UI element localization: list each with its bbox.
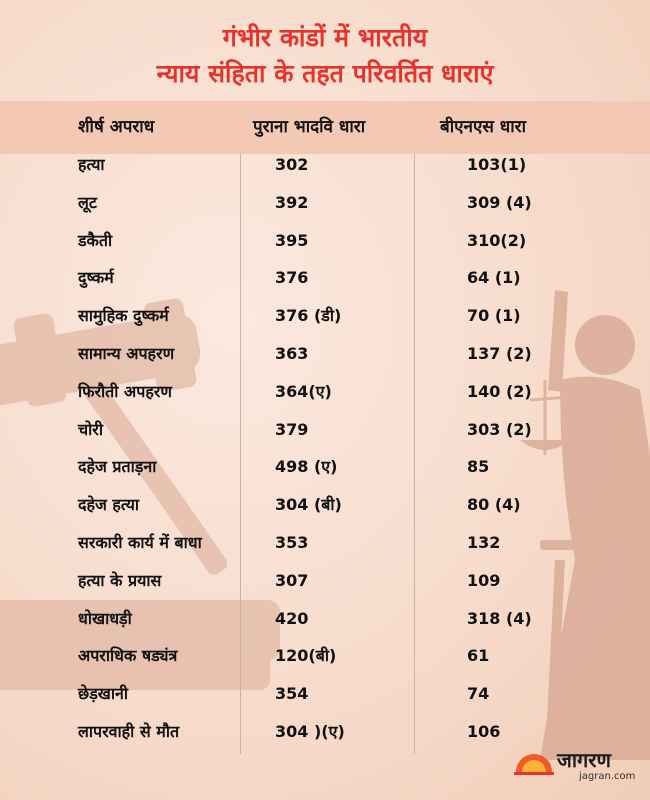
cell-bns: 61 bbox=[467, 646, 490, 666]
table-row bbox=[0, 297, 650, 335]
cell-crime: छेड़खानी bbox=[78, 684, 129, 704]
cell-crime: हत्या के प्रयास bbox=[78, 570, 162, 590]
cell-bns: 310(2) bbox=[467, 230, 527, 250]
table-row bbox=[0, 411, 650, 449]
cell-ipc: 376 bbox=[275, 268, 309, 288]
table-row bbox=[0, 222, 650, 260]
cell-crime: डकैती bbox=[78, 230, 113, 250]
cell-ipc: 307 bbox=[275, 570, 309, 590]
table-row bbox=[0, 637, 650, 675]
cell-bns: 80 (4) bbox=[467, 495, 521, 515]
cell-bns: 309 (4) bbox=[467, 192, 532, 212]
jagran-logo[interactable] bbox=[512, 748, 642, 788]
cell-bns: 74 bbox=[467, 684, 490, 704]
table-row bbox=[0, 713, 650, 751]
cell-ipc: 302 bbox=[275, 155, 309, 174]
cell-crime: दहेज हत्या bbox=[78, 495, 139, 515]
jagran-sun-logo-icon bbox=[512, 748, 556, 778]
table-row bbox=[0, 184, 650, 222]
cell-crime: सरकारी कार्य में बाधा bbox=[78, 532, 202, 552]
cell-bns: 85 bbox=[467, 457, 490, 477]
table-row bbox=[0, 146, 650, 184]
cell-bns: 303 (2) bbox=[467, 419, 532, 439]
logo-name: जागरण bbox=[557, 748, 611, 772]
cell-ipc: 379 bbox=[275, 419, 309, 439]
table-row bbox=[0, 259, 650, 297]
cell-bns: 140 (2) bbox=[467, 381, 532, 401]
cell-bns: 109 bbox=[467, 570, 501, 590]
cell-ipc: 363 bbox=[275, 343, 309, 363]
table-row bbox=[0, 448, 650, 486]
table-row bbox=[0, 486, 650, 524]
cell-crime: अपराधिक षड्यंत्र bbox=[78, 646, 178, 666]
cell-bns: 106 bbox=[467, 721, 501, 741]
cell-bns: 132 bbox=[467, 532, 501, 552]
title-line-1: गंभीर कांडों में भारतीय bbox=[222, 23, 428, 52]
cell-crime: हत्या bbox=[78, 155, 105, 174]
logo-domain: jagran.com bbox=[579, 771, 636, 782]
cell-ipc: 354 bbox=[275, 684, 309, 704]
cell-ipc: 304 (बी) bbox=[275, 495, 342, 515]
cell-bns: 318 (4) bbox=[467, 608, 532, 628]
cell-crime: धोखाधड़ी bbox=[78, 608, 132, 628]
header-ipc-section: पुराना भादवि धारा bbox=[253, 117, 366, 137]
cell-ipc: 420 bbox=[275, 608, 309, 628]
cell-bns: 137 (2) bbox=[467, 343, 532, 363]
cell-ipc: 353 bbox=[275, 532, 309, 552]
header-crime: शीर्ष अपराध bbox=[78, 117, 155, 137]
cell-crime: लूट bbox=[78, 192, 97, 212]
table-row bbox=[0, 562, 650, 600]
header-bns-section: बीएनएस धारा bbox=[440, 117, 526, 137]
table-row bbox=[0, 600, 650, 638]
table-row bbox=[0, 335, 650, 373]
title-line-2: न्याय संहिता के तहत परिवर्तित धाराएं bbox=[156, 59, 494, 88]
cell-bns: 64 (1) bbox=[467, 268, 521, 288]
cell-ipc: 498 (ए) bbox=[275, 457, 338, 477]
cell-ipc: 392 bbox=[275, 192, 309, 212]
cell-crime: चोरी bbox=[78, 419, 103, 439]
cell-ipc: 120(बी) bbox=[275, 646, 337, 666]
table-row bbox=[0, 524, 650, 562]
cell-crime: फिरौती अपहरण bbox=[78, 381, 172, 401]
cell-bns: 70 (1) bbox=[467, 306, 521, 326]
cell-ipc: 376 (डी) bbox=[275, 306, 342, 326]
page-title bbox=[0, 20, 650, 92]
cell-crime: दुष्कर्म bbox=[78, 268, 114, 288]
cell-crime: सामान्य अपहरण bbox=[78, 343, 175, 363]
cell-crime: लापरवाही से मौत bbox=[78, 721, 180, 741]
cell-bns: 103(1) bbox=[467, 155, 527, 174]
cell-crime: दहेज प्रताड़ना bbox=[78, 457, 157, 477]
table-body bbox=[0, 146, 650, 751]
cell-ipc: 364(ए) bbox=[275, 381, 332, 401]
cell-crime: सामुहिक दुष्कर्म bbox=[78, 306, 169, 326]
cell-ipc: 304 )(ए) bbox=[275, 721, 345, 741]
table-row bbox=[0, 373, 650, 411]
cell-ipc: 395 bbox=[275, 230, 309, 250]
table-row bbox=[0, 675, 650, 713]
